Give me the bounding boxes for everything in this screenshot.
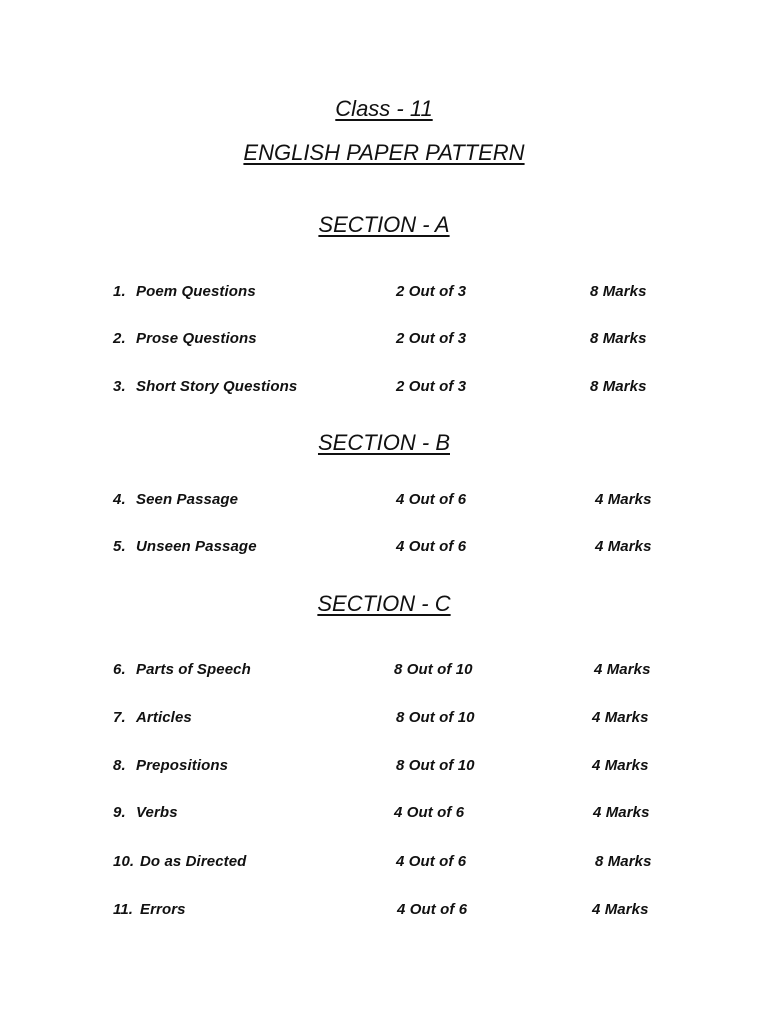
- item-name: Prepositions: [136, 757, 229, 774]
- item-marks: 8 Marks: [590, 378, 647, 395]
- item-marks: 4 Marks: [595, 491, 652, 508]
- item-number: 1.: [113, 283, 126, 300]
- item-choice: 4 Out of 6: [394, 804, 465, 821]
- class-title: Class - 11: [335, 96, 433, 121]
- item-number: 7.: [113, 709, 126, 726]
- item-choice: 8 Out of 10: [394, 661, 473, 678]
- item-name: Parts of Speech: [136, 661, 251, 678]
- item-name: Poem Questions: [136, 283, 256, 300]
- item-number: 11.: [113, 901, 134, 918]
- item-name: Errors: [140, 901, 186, 918]
- item-number: 2.: [113, 330, 126, 347]
- list-item: [0, 804, 768, 824]
- item-choice: 4 Out of 6: [396, 538, 467, 555]
- item-choice: 2 Out of 3: [396, 330, 467, 347]
- item-choice: 2 Out of 3: [396, 283, 467, 300]
- item-name: Articles: [136, 709, 192, 726]
- item-name: Seen Passage: [136, 491, 239, 508]
- list-item: [0, 378, 768, 398]
- item-choice: 8 Out of 10: [396, 757, 475, 774]
- item-marks: 4 Marks: [593, 804, 650, 821]
- item-number: 3.: [113, 378, 126, 395]
- item-marks: 8 Marks: [590, 330, 647, 347]
- list-item: [0, 901, 768, 921]
- item-marks: 8 Marks: [595, 853, 652, 870]
- item-name: Short Story Questions: [136, 378, 298, 395]
- list-item: [0, 283, 768, 303]
- item-name: Verbs: [136, 804, 178, 821]
- item-number: 10.: [113, 853, 135, 870]
- list-item: [0, 853, 768, 873]
- item-number: 5.: [113, 538, 126, 555]
- item-marks: 4 Marks: [594, 661, 651, 678]
- item-marks: 4 Marks: [592, 901, 649, 918]
- item-choice: 4 Out of 6: [397, 901, 468, 918]
- item-choice: 4 Out of 6: [396, 491, 467, 508]
- item-choice: 2 Out of 3: [396, 378, 467, 395]
- item-marks: 4 Marks: [592, 709, 649, 726]
- item-choice: 4 Out of 6: [396, 853, 467, 870]
- item-marks: 8 Marks: [590, 283, 647, 300]
- item-marks: 4 Marks: [595, 538, 652, 555]
- item-number: 8.: [113, 757, 126, 774]
- section-c-title: SECTION - C: [317, 591, 451, 616]
- item-name: Prose Questions: [136, 330, 257, 347]
- list-item: [0, 538, 768, 558]
- list-item: [0, 709, 768, 729]
- item-number: 9.: [113, 804, 126, 821]
- item-marks: 4 Marks: [592, 757, 649, 774]
- section-b-title: SECTION - B: [317, 430, 450, 455]
- section-a-title: SECTION - A: [318, 212, 450, 237]
- item-name: Unseen Passage: [136, 538, 257, 555]
- list-item: [0, 661, 768, 681]
- list-item: [0, 757, 768, 777]
- item-number: 4.: [113, 491, 126, 508]
- list-item: [0, 330, 768, 350]
- item-name: Do as Directed: [140, 853, 247, 870]
- item-number: 6.: [113, 661, 126, 678]
- list-item: [0, 491, 768, 511]
- paper-title: ENGLISH PAPER PATTERN: [243, 140, 525, 165]
- item-choice: 8 Out of 10: [396, 709, 475, 726]
